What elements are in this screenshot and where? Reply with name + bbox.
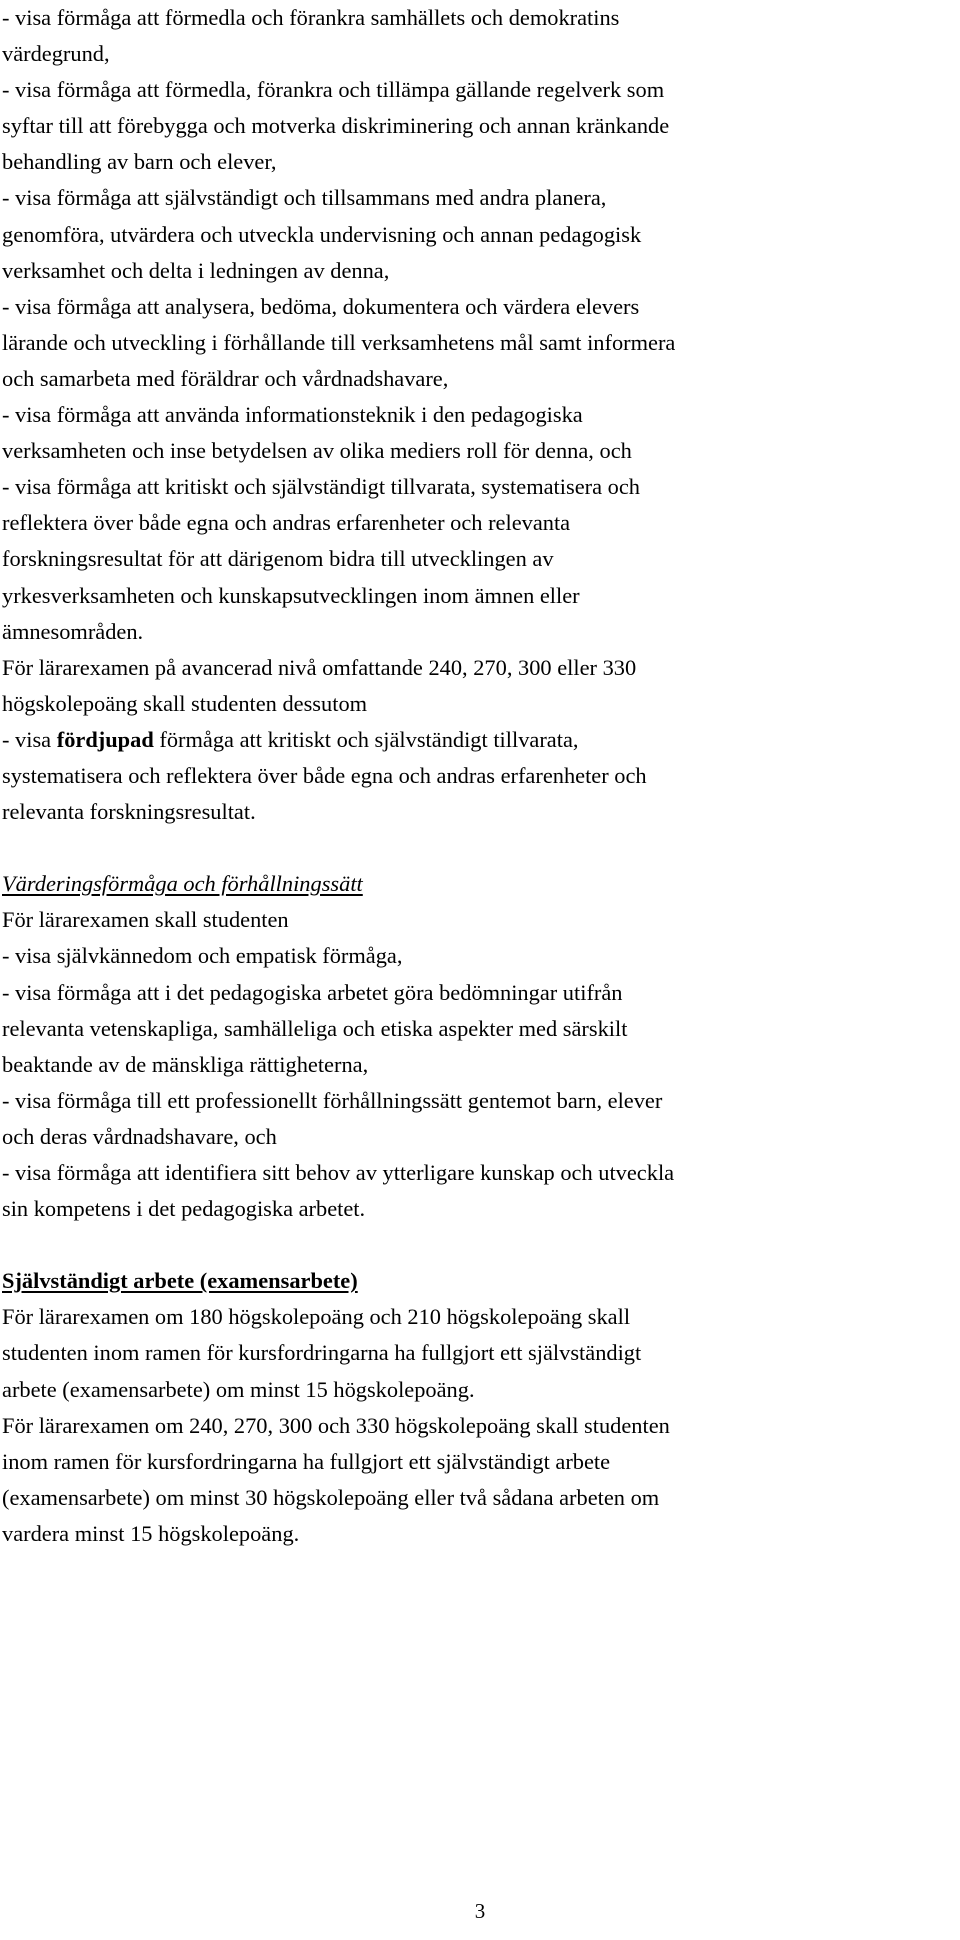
text-line: För lärarexamen om 180 högskolepoäng och 210 högskolepoäng skall bbox=[2, 1304, 631, 1330]
text-line: För lärarexamen på avancerad nivå omfattande 240, 270, 300 eller 330 bbox=[2, 654, 637, 680]
thesis-section bbox=[2, 1263, 960, 1552]
paragraph-gap bbox=[2, 830, 960, 866]
text-line: verksamhet och delta i ledningen av denna, bbox=[2, 257, 390, 283]
text-line: (examensarbete) om minst 30 högskolepoäng eller två sådana arbeten om bbox=[2, 1484, 660, 1510]
text-line: - visa förmåga att kritiskt och självständigt tillvarata, systematisera och bbox=[2, 474, 640, 500]
text-line: - visa förmåga att förmedla och förankra samhällets och demokratins bbox=[2, 5, 620, 30]
text-line: - visa förmåga till ett professionellt förhållningssätt gentemot barn, elever bbox=[2, 1087, 663, 1113]
text-line: sin kompetens i det pedagogiska arbetet. bbox=[2, 1196, 366, 1222]
text-line: beaktande av de mänskliga rättigheterna, bbox=[2, 1051, 369, 1077]
text-line: lärande och utveckling i förhållande till verksamhetens mål samt informera bbox=[2, 329, 676, 355]
text-line: - visa förmåga att i det pedagogiska arbetet göra bedömningar utifrån bbox=[2, 979, 623, 1005]
text-line-fordjupad bbox=[2, 722, 960, 758]
competence-list bbox=[2, 0, 960, 830]
section-heading-thesis: Självständigt arbete (examensarbete) bbox=[2, 1268, 358, 1294]
text-line: - visa förmåga att förmedla, förankra och tillämpa gällande regelverk som bbox=[2, 77, 665, 103]
text-line: relevanta forskningsresultat. bbox=[2, 799, 256, 825]
text-line: behandling av barn och elever, bbox=[2, 149, 277, 175]
text-line: genomföra, utvärdera och utveckla undervisning och annan pedagogisk bbox=[2, 221, 642, 247]
paragraph-gap bbox=[2, 1227, 960, 1263]
text-line: syftar till att förebygga och motverka diskriminering och annan kränkande bbox=[2, 113, 670, 139]
text-line: vardera minst 15 högskolepoäng. bbox=[2, 1520, 300, 1546]
text-line: - visa förmåga att använda informationsteknik i den pedagogiska bbox=[2, 402, 583, 428]
text-line: och deras vårdnadshavare, och bbox=[2, 1123, 277, 1149]
text-line: systematisera och reflektera över både egna och andras erfarenheter och bbox=[2, 762, 647, 788]
text-line: - visa självkännedom och empatisk förmåga, bbox=[2, 943, 403, 969]
text-line: och samarbeta med föräldrar och vårdnadshavare, bbox=[2, 365, 449, 391]
text-line: yrkesverksamheten och kunskapsutvecklingen inom ämnen eller bbox=[2, 582, 580, 608]
text-line: För lärarexamen om 240, 270, 300 och 330 högskolepoäng skall studenten bbox=[2, 1412, 670, 1438]
values-section bbox=[2, 866, 960, 1227]
text-line: forskningsresultat för att därigenom bidra till utvecklingen av bbox=[2, 546, 554, 572]
text-line: ämnesområden. bbox=[2, 618, 144, 644]
text-line: relevanta vetenskapliga, samhälleliga och etiska aspekter med särskilt bbox=[2, 1015, 628, 1041]
text-line: - visa förmåga att analysera, bedöma, dokumentera och värdera elevers bbox=[2, 293, 640, 319]
emphasis-fordjupad: fördjupad bbox=[56, 726, 154, 752]
text-line: verksamheten och inse betydelsen av olika mediers roll för denna, och bbox=[2, 438, 632, 464]
text-line: - visa förmåga att identifiera sitt behov av ytterligare kunskap och utveckla bbox=[2, 1160, 675, 1185]
text-line: reflektera över både egna och andras erfarenheter och relevanta bbox=[2, 510, 571, 536]
page-number: 3 bbox=[474, 1899, 486, 1923]
text-fragment: förmåga att kritiskt och självständigt tillvarata, bbox=[153, 726, 579, 752]
text-line: För lärarexamen skall studenten bbox=[2, 907, 289, 933]
text-line: inom ramen för kursfordringarna ha fullgjort ett självständigt arbete bbox=[2, 1448, 611, 1474]
text-line: högskolepoäng skall studenten dessutom bbox=[2, 690, 368, 716]
text-line: värdegrund, bbox=[2, 41, 110, 67]
text-line: arbete (examensarbete) om minst 15 högskolepoäng. bbox=[2, 1376, 475, 1402]
text-line: - visa förmåga att självständigt och tillsammans med andra planera, bbox=[2, 185, 607, 211]
text-fragment: - visa bbox=[2, 726, 57, 752]
section-heading-values: Värderingsförmåga och förhållningssätt bbox=[2, 871, 363, 897]
text-line: studenten inom ramen för kursfordringarna ha fullgjort ett självständigt bbox=[2, 1340, 642, 1366]
